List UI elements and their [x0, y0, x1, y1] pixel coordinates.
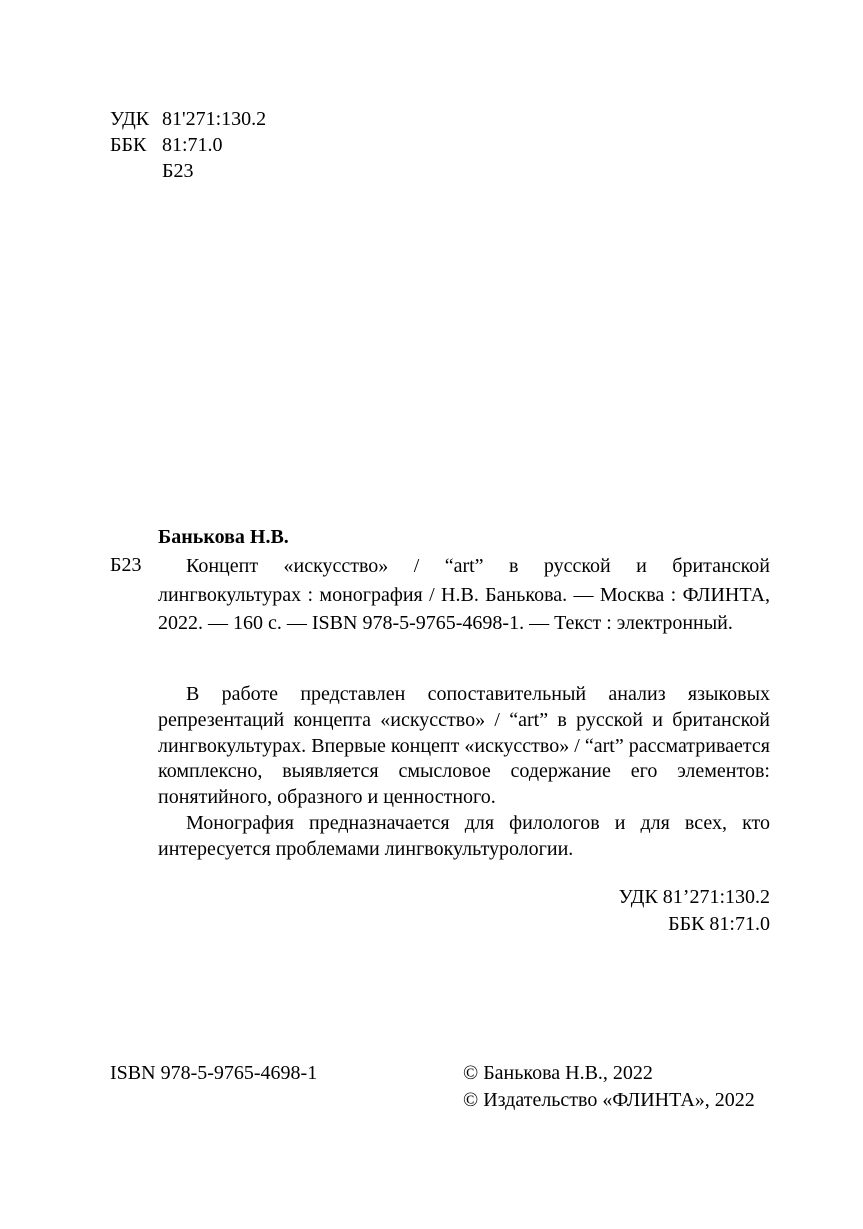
udk-value: 81'271:130.2 — [162, 108, 267, 130]
classification-codes-right — [619, 884, 770, 938]
cutter-code-top: Б23 — [162, 160, 194, 182]
abstract-paragraph-1: В работе представлен сопоставительный анализ языковых репрезентаций концепта «искусство» / “art” в русской и британской лингвокультурах. Впервые концепт «искусство» / “art” рассматривается комплексно, выявляется смысловое содержание его элементов: понятийного, образного и ценностного. — [158, 683, 770, 809]
bbk-code-right: ББК 81:71.0 — [668, 913, 770, 935]
abstract — [158, 682, 770, 863]
copyright-publisher: © Издательство «ФЛИНТА», 2022 — [463, 1089, 755, 1111]
bbk-line — [110, 132, 223, 158]
udk-line — [110, 106, 266, 132]
abstract-paragraph-2: Монография предназначается для филологов и для всех, кто интересуется проблемами лингвокультурологии. — [158, 811, 770, 860]
copyright-author: © Банькова Н.В., 2022 — [463, 1062, 653, 1084]
copyright-block — [463, 1060, 755, 1114]
cutter-code: Б23 — [110, 554, 142, 576]
bbk-label: ББК — [110, 134, 147, 156]
udk-code-right: УДК 81’271:130.2 — [618, 886, 770, 908]
bbk-value: 81:71.0 — [162, 134, 223, 156]
bibliographic-record: Концепт «искусство» / “art” в русской и британской лингвокультурах : монография / Н.В. Банькова. — Москва : ФЛИНТА, 2022. — 160 с. — ISBN 978-5-9765-4698-1. — Текст : электронный. — [158, 555, 770, 635]
udk-label: УДК — [110, 108, 150, 130]
author-heading: Банькова Н.В. — [158, 526, 289, 548]
isbn-footer: ISBN 978-5-9765-4698-1 — [110, 1062, 318, 1084]
